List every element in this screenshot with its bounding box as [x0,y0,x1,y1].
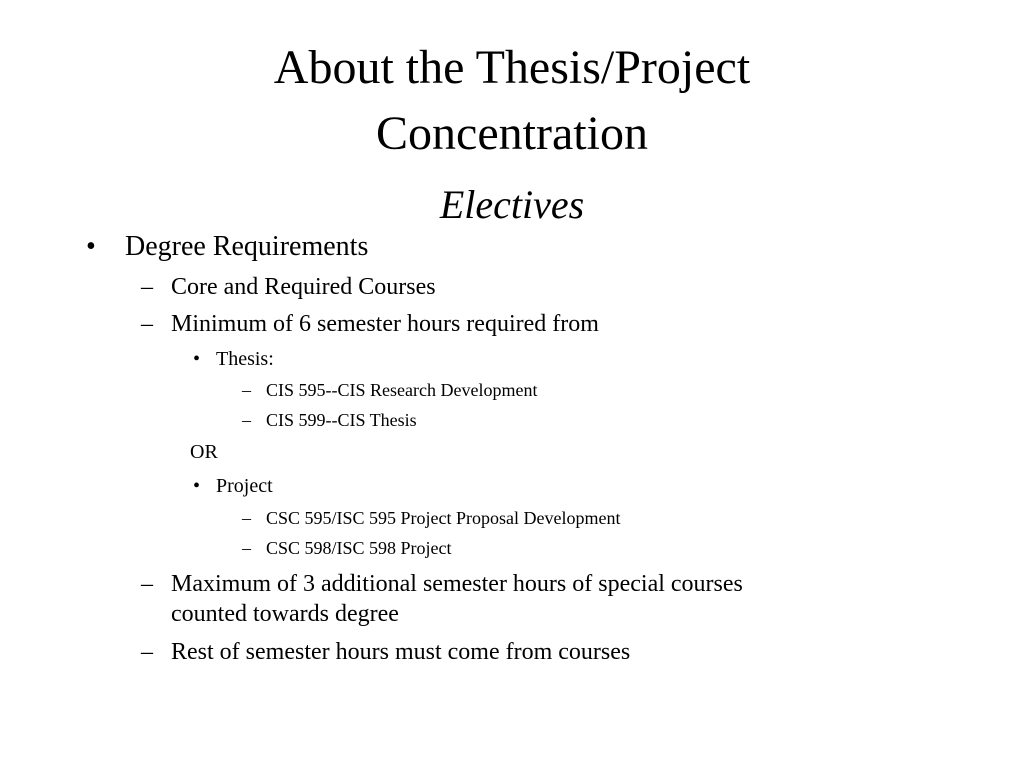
dash-icon: – [242,538,251,558]
dash-icon: – [242,380,251,400]
dash-icon: – [141,571,153,597]
dash-icon: – [141,274,153,300]
dash-icon: – [141,639,153,665]
degree-requirements-item: Degree Requirements [125,231,369,262]
minimum-hours-item: Minimum of 6 semester hours required from [171,311,599,337]
maximum-hours-item-line-2: counted towards degree [171,601,399,627]
rest-hours-item: Rest of semester hours must come from courses [171,639,631,665]
or-divider: OR [190,441,218,463]
csc-595-item: CSC 595/ISC 595 Project Proposal Development [266,508,621,528]
slide-subtitle: Electives [439,182,585,227]
cis-595-item: CIS 595--CIS Research Development [266,380,538,400]
project-item: Project [216,475,273,497]
csc-598-item: CSC 598/ISC 598 Project [266,538,452,558]
slide-title-line-1: About the Thesis/Project [273,41,751,94]
maximum-hours-item-line-1: Maximum of 3 additional semester hours of special courses [171,571,743,597]
dash-icon: – [141,311,153,337]
thesis-item: Thesis: [216,348,274,370]
slide-title-line-2: Concentration [376,107,648,160]
bullet-icon: • [193,348,201,370]
cis-599-item: CIS 599--CIS Thesis [266,410,417,430]
dash-icon: – [242,508,251,528]
core-courses-item: Core and Required Courses [171,274,436,300]
dash-icon: – [242,410,251,430]
bullet-icon: • [86,231,96,262]
bullet-icon: • [193,475,201,497]
